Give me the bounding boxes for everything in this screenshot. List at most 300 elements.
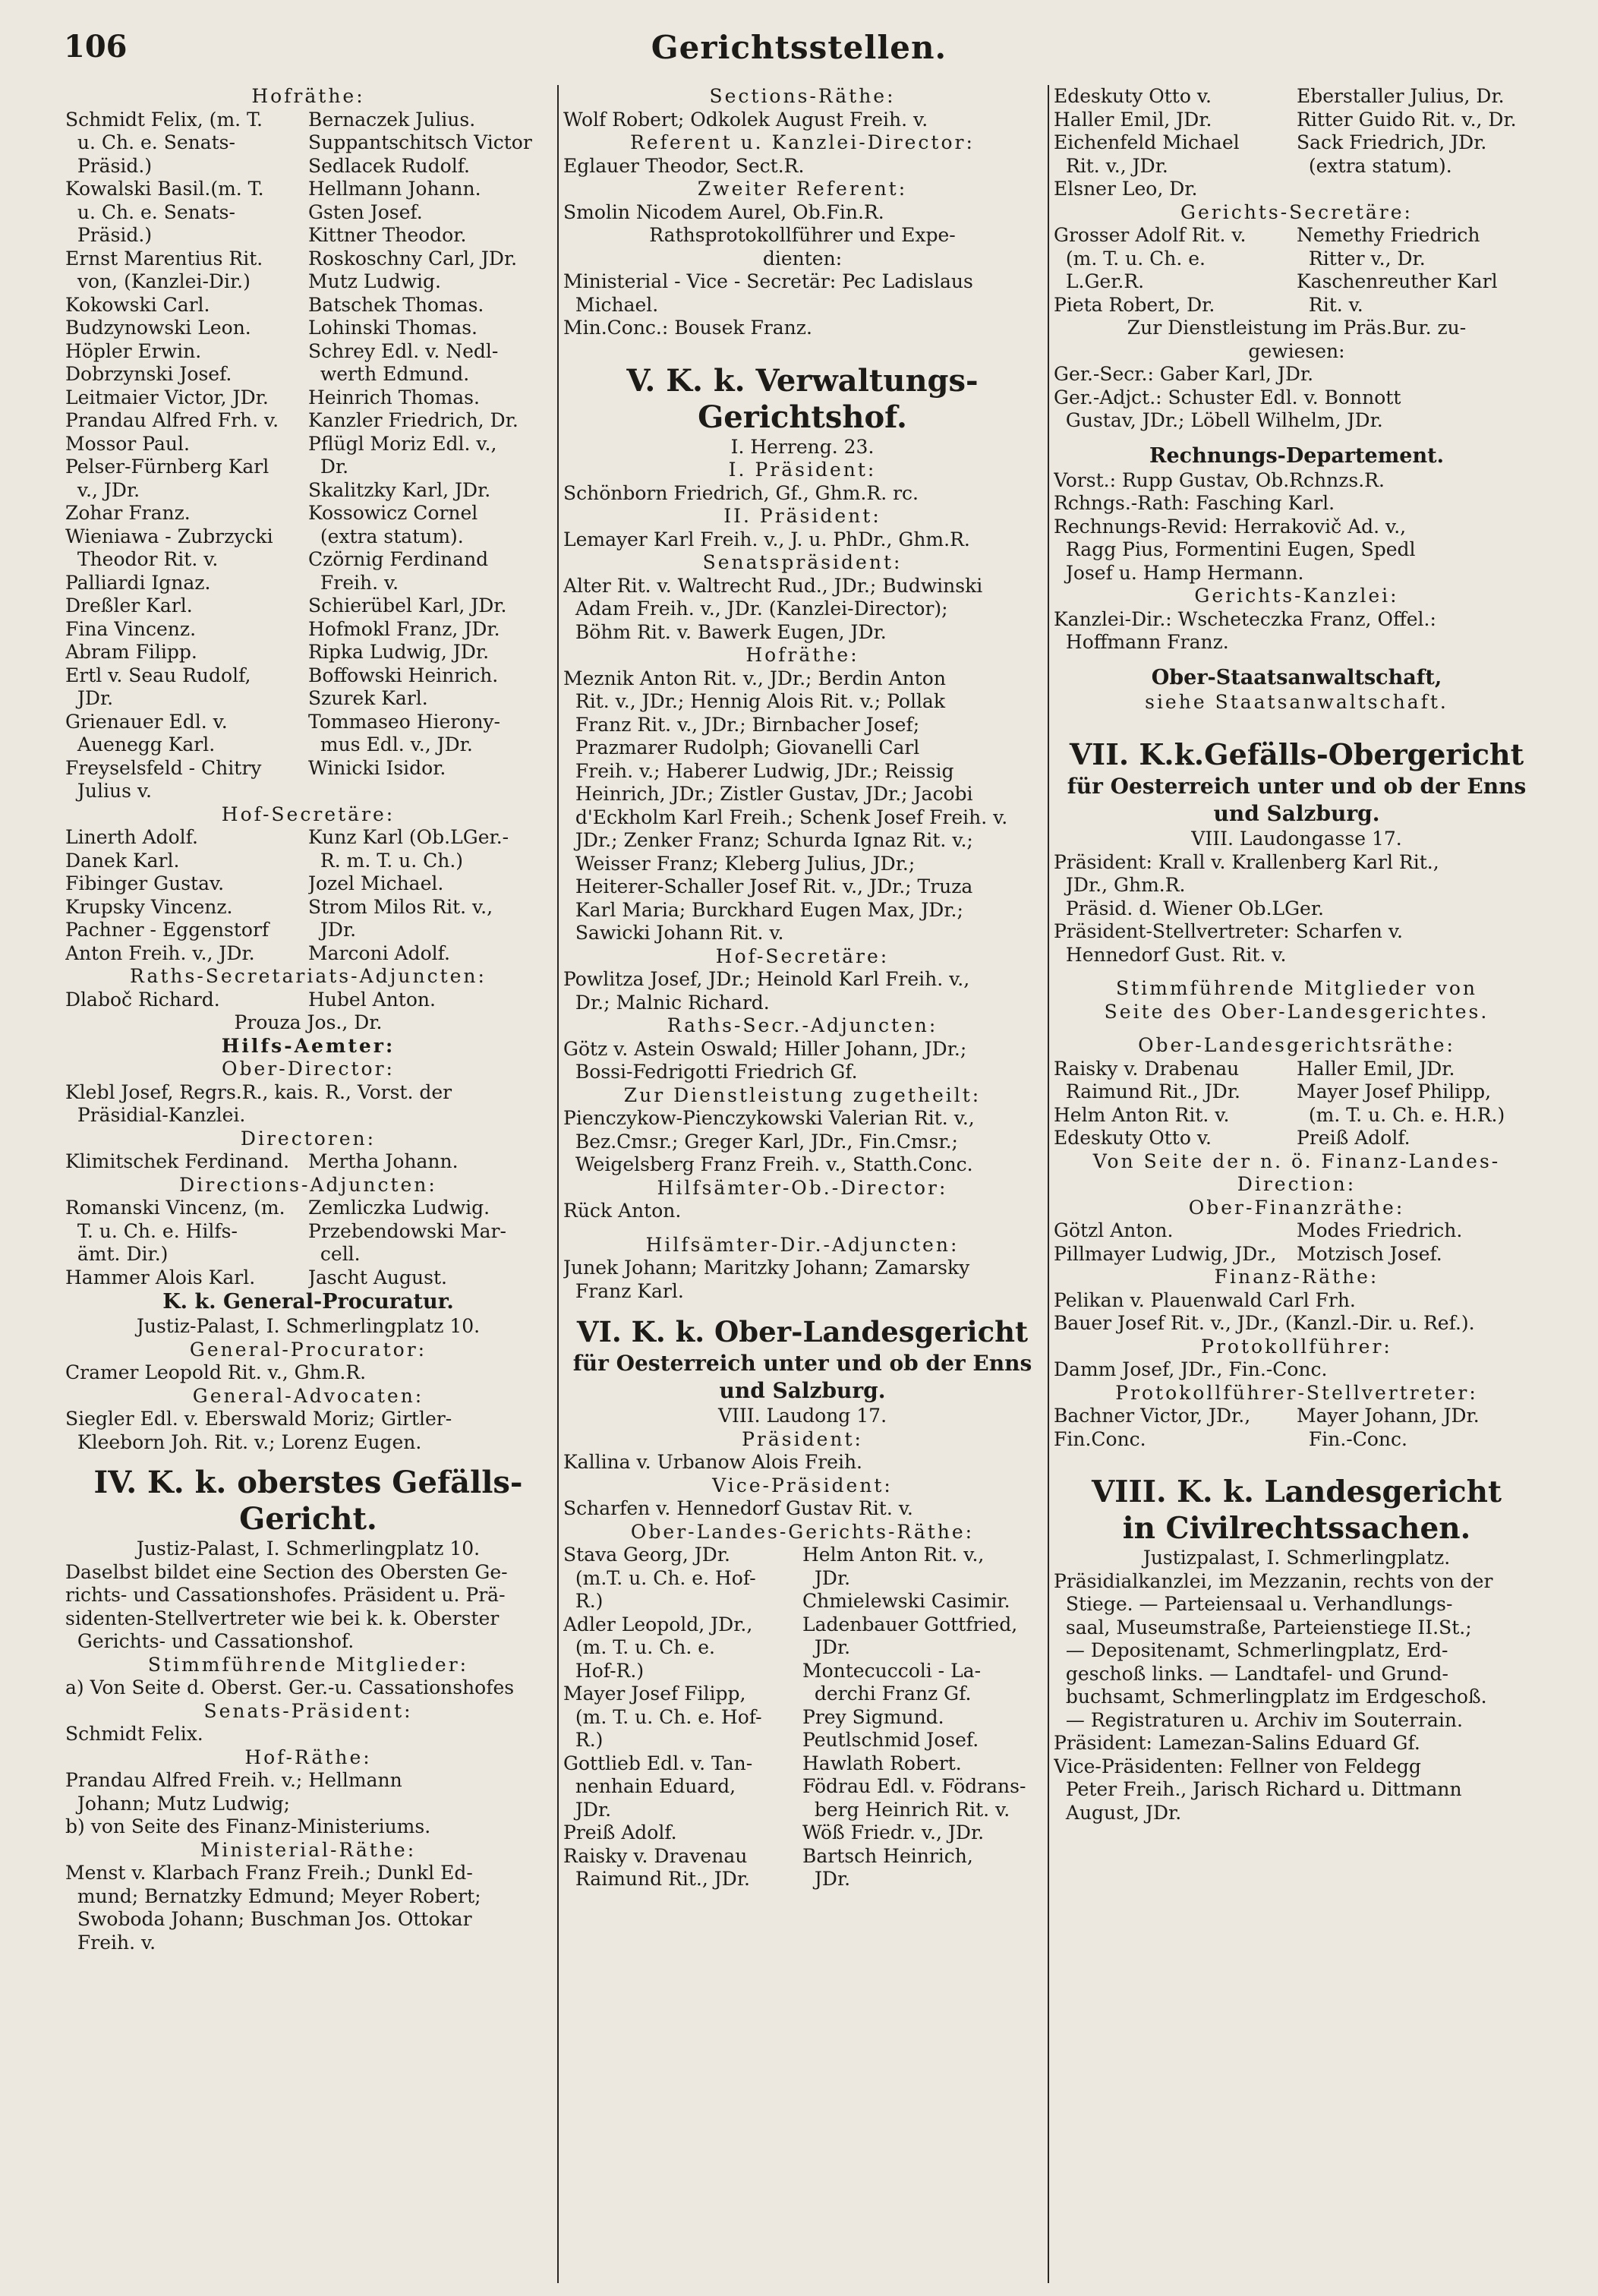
section-heading: Vice-Präsident: [712, 1474, 893, 1496]
entry-left: Linerth Adolf. [65, 826, 198, 848]
text-line: Präsident: Lamezan-Salins Eduard Gf. [1054, 1732, 1420, 1754]
entry-left: Höpler Erwin. [65, 339, 202, 362]
entry-right: Gsten Josef. [308, 200, 423, 223]
chapter-subtitle: und Salzburg. [1213, 801, 1380, 826]
text-line: Bauer Josef Rit. v., JDr., (Kanzl.-Dir. u. Ref.). [1054, 1312, 1475, 1334]
name-list [563, 1544, 1042, 1891]
entry-right: Preiß Adolf. [1297, 1127, 1410, 1149]
entry-left: Dlaboč Richard. [65, 988, 220, 1011]
entry-left: Gottlieb Edl. v. Tan- [563, 1752, 753, 1774]
spacer [563, 1223, 1042, 1234]
text-line: Heinrich, JDr.; Zistler Gustav, JDr.; Jacobi [563, 783, 973, 805]
entry-right: Ladenbauer Gottfried, [802, 1613, 1018, 1635]
chapter-subtitle: für Oesterreich unter und ob der Enns [1067, 774, 1527, 799]
text-line: Karl Maria; Burckhard Eugen Max, JDr.; [563, 898, 963, 921]
text-line: saal, Museumstraße, Parteienstiege II.St.; [1054, 1616, 1472, 1638]
text-line: Präsident: Krall v. Krallenberg Karl Rit., [1054, 850, 1439, 873]
entry-right: Ritter v., Dr. [1297, 247, 1426, 270]
text-line: Klebl Josef, Regrs.R., kais. R., Vorst. der [65, 1080, 452, 1103]
text-line: — Registraturen u. Archiv im Souterrain. [1054, 1708, 1463, 1731]
list-item [65, 780, 551, 803]
entry-left: Grienauer Edl. v. [65, 710, 228, 733]
entry-right: Hofmokl Franz, JDr. [308, 617, 500, 640]
section-heading: General-Procurator: [189, 1338, 427, 1361]
entry-left: v., JDr. [65, 478, 140, 501]
entry-right: Helm Anton Rit. v., [802, 1544, 985, 1566]
entry-left: JDr. [563, 1798, 612, 1821]
text-line: a) Von Seite d. Oberst. Ger.-u. Cassationshofes [65, 1676, 515, 1698]
entry-left: Raimund Rit., JDr. [563, 1868, 750, 1890]
list-item [563, 1683, 1042, 1706]
list-item [1054, 109, 1540, 132]
list-item [65, 896, 551, 919]
entry-right: Nemethy Friedrich [1297, 224, 1480, 246]
text-line: Ragg Pius, Formentini Eugen, Spedl [1054, 538, 1416, 560]
entry-left: Krupsky Vincenz. [65, 895, 233, 918]
entry-right: cell. [308, 1243, 361, 1265]
section-heading: Hof-Secretäre: [715, 945, 890, 967]
entry-right: Freih. v. [308, 571, 399, 594]
section-heading: Hofräthe: [251, 85, 365, 107]
section-heading: Ober-Finanzräthe: [1188, 1196, 1405, 1219]
entry-right: Strom Milos Rit. v., [308, 895, 493, 918]
entry-right: Rit. v. [1297, 293, 1363, 316]
list-item [1054, 1243, 1540, 1266]
text-block [1054, 1570, 1540, 1825]
address: VIII. Laudong 17. [717, 1405, 887, 1427]
entry-left: R.) [563, 1729, 604, 1751]
list-item [65, 572, 551, 595]
list-item [563, 1868, 1042, 1891]
section-heading: Seite des Ober-Landesgerichtes. [1104, 1000, 1489, 1023]
text-line: Scharfen v. Hennedorf Gustav Rit. v. [563, 1497, 913, 1519]
name-list [1054, 1219, 1540, 1266]
name-list [65, 1197, 551, 1289]
section-heading: Gerichts-Secretäre: [1180, 200, 1413, 223]
list-item [1054, 1058, 1540, 1081]
entry-left: Eichenfeld Michael [1054, 131, 1240, 153]
list-item [1054, 131, 1540, 155]
entry-right: Winicki Isidor. [308, 756, 446, 779]
text-line: August, JDr. [1054, 1801, 1182, 1824]
entry-right: Marconi Adolf. [308, 941, 450, 964]
text-line: Adam Freih. v., JDr. (Kanzlei-Director); [563, 598, 948, 620]
text-line: Prandau Alfred Freih. v.; Hellmann [65, 1769, 402, 1791]
text-block [563, 1107, 1042, 1177]
entry-left: Hammer Alois Karl. [65, 1266, 256, 1288]
list-item [65, 363, 551, 386]
list-item [65, 201, 551, 225]
section-heading: Hof-Räthe: [244, 1746, 372, 1768]
section-heading: Ministerial-Räthe: [200, 1838, 417, 1861]
list-item [65, 479, 551, 503]
section-heading: Hilfs-Aemter: [221, 1034, 396, 1057]
entry-right: JDr. [308, 919, 357, 941]
section-heading: Sections-Räthe: [709, 85, 896, 107]
spacer [563, 1303, 1042, 1314]
entry-left: Präsid.) [65, 154, 153, 177]
entry-left: Dreßler Karl. [65, 594, 193, 617]
list-item [65, 664, 551, 688]
section-title: Ober-Staatsanwaltschaft, [1151, 665, 1442, 689]
text-line: Meznik Anton Rit. v., JDr.; Berdin Anton [563, 667, 946, 689]
section-heading: Referent u. Kanzlei-Director: [630, 131, 975, 153]
entry-left: ämt. Dir.) [65, 1243, 169, 1265]
section-heading: gewiesen: [1248, 339, 1345, 362]
entry-right: Kunz Karl (Ob.LGer.- [308, 826, 509, 848]
entry-left: Raisky v. Drabenau [1054, 1057, 1240, 1080]
entry-right: JDr. [802, 1868, 851, 1890]
entry-left: Pachner - Eggenstorf [65, 919, 269, 941]
entry-right: Roskoschny Carl, JDr. [308, 247, 518, 270]
section-heading: Präsident: [742, 1427, 863, 1450]
text-line: Min.Conc.: Bousek Franz. [563, 317, 812, 339]
entry-left: Zohar Franz. [65, 502, 191, 524]
entry-right: Sack Friedrich, JDr. [1297, 131, 1487, 153]
text-line: Präsident-Stellvertreter: Scharfen v. [1054, 920, 1403, 942]
entry-left: von, (Kanzlei-Dir.) [65, 270, 251, 292]
text-block [563, 667, 1042, 945]
text-line: Damm Josef, JDr., Fin.-Conc. [1054, 1358, 1328, 1380]
list-item [65, 456, 551, 479]
entry-right: Tommaseo Hierony- [308, 710, 500, 733]
entry-right: Sedlacek Rudolf. [308, 154, 471, 177]
chapter-title: VI. K. k. Ober-Landesgericht [576, 1315, 1029, 1348]
text-block [1054, 851, 1540, 967]
list-item [65, 757, 551, 781]
text-line: Franz Rit. v., JDr.; Birnbacher Josef; [563, 713, 920, 736]
text-block [1054, 363, 1540, 433]
spacer [1054, 433, 1540, 443]
entry-right: Montecuccoli - La- [802, 1659, 982, 1682]
text-line: Heiterer-Schaller Josef Rit. v., JDr.; Truza [563, 875, 973, 897]
text-line: Josef u. Hamp Hermann. [1054, 561, 1304, 584]
text-line: Junek Johann; Maritzky Johann; Zamarsky [563, 1257, 970, 1279]
list-item [563, 1845, 1042, 1869]
text-line: Böhm Rit. v. Bawerk Eugen, JDr. [563, 620, 887, 643]
text-line: Daselbst bildet eine Section des Obersten Ge- [65, 1560, 508, 1583]
text-line: Siegler Edl. v. Eberswald Moriz; Girtler- [65, 1408, 452, 1430]
entry-left: Fibinger Gustav. [65, 872, 225, 894]
entry-left: (m.T. u. Ch. e. Hof- [563, 1566, 756, 1589]
list-item [65, 733, 551, 757]
spacer [563, 340, 1042, 363]
chapter-title: Gericht. [239, 1501, 377, 1537]
list-item [1054, 1405, 1540, 1428]
entry-right: R. m. T. u. Ch.) [308, 849, 464, 872]
entry-left: Raisky v. Dravenau [563, 1844, 748, 1867]
entry-left: Kokowski Carl. [65, 293, 210, 316]
entry-left: Anton Freih. v., JDr. [65, 941, 255, 964]
list-item [65, 386, 551, 410]
section-heading: Zur Dienstleistung im Präs.Bur. zu- [1127, 317, 1467, 339]
text-line: Franz Karl. [563, 1279, 684, 1302]
entry-left: Julius v. [65, 780, 152, 802]
entry-right: Wöß Friedr. v., JDr. [802, 1821, 985, 1843]
list-item [65, 270, 551, 294]
entry-left: Edeskuty Otto v. [1054, 85, 1212, 107]
section-heading: Ober-Director: [222, 1058, 395, 1080]
text-line: Weigelsberg Franz Freih. v., Statth.Conc. [563, 1153, 973, 1175]
entry-left: Stava Georg, JDr. [563, 1544, 730, 1566]
entry-left: Kowalski Basil.(m. T. [65, 178, 264, 200]
text-block [563, 575, 1042, 645]
list-item [1054, 85, 1540, 109]
entry-left: T. u. Ch. e. Hilfs- [65, 1219, 238, 1242]
section-heading: Raths-Secr.-Adjuncten: [667, 1014, 938, 1036]
entry-left: Rit. v., JDr. [1054, 154, 1168, 177]
entry-left: Pelser-Fürnberg Karl [65, 456, 269, 478]
section-heading: Zur Dienstleistung zugetheilt: [623, 1083, 982, 1106]
spacer [1054, 714, 1540, 736]
entry-right: Ripka Ludwig, JDr. [308, 641, 490, 663]
entry-left: nenhain Eduard, [563, 1775, 736, 1797]
entry-right: (m. T. u. Ch. e. H.R.) [1297, 1103, 1505, 1126]
section-heading: Senatspräsident: [702, 551, 903, 573]
list-item [563, 1706, 1042, 1730]
text-block [1054, 608, 1540, 654]
list-item [65, 687, 551, 711]
spacer [65, 1454, 551, 1465]
entry-right: Boffowski Heinrich. [308, 664, 499, 686]
name-list [1054, 1058, 1540, 1150]
entry-right: Prey Sigmund. [802, 1705, 944, 1728]
text-line: Hennedorf Gust. Rit. v. [1054, 943, 1287, 966]
column-rule-right [1048, 85, 1049, 2283]
section-heading: Finanz-Räthe: [1214, 1266, 1379, 1288]
section-heading: Gerichts-Kanzlei: [1194, 585, 1399, 607]
entry-right: Pflügl Moriz Edl. v., [308, 432, 497, 455]
list-item [65, 433, 551, 456]
entry-right: derchi Franz Gf. [802, 1683, 972, 1705]
section-heading: dienten: [762, 247, 843, 270]
list-item [563, 1799, 1042, 1822]
list-item [65, 711, 551, 734]
entry-left: Ertl v. Seau Rudolf, [65, 664, 251, 686]
list-item [65, 131, 551, 155]
list-item [65, 317, 551, 340]
entry-right: Mutz Ludwig. [308, 270, 441, 292]
entry-left: (m. T. u. Ch. e. [1054, 247, 1206, 270]
list-item [65, 1220, 551, 1244]
list-item [1054, 155, 1540, 178]
text-line: Stiege. — Parteiensaal u. Verhandlungs- [1054, 1593, 1453, 1615]
list-item [65, 409, 551, 433]
entry-left: Hof-R.) [563, 1659, 645, 1682]
list-item [1054, 224, 1540, 248]
list-item [1054, 1127, 1540, 1150]
list-item [563, 1590, 1042, 1613]
entry-left: Mossor Paul. [65, 432, 190, 455]
entry-right: Kanzler Friedrich, Dr. [308, 409, 518, 431]
entry-right: Schrey Edl. v. Nedl- [308, 339, 499, 362]
entry-right: Bartsch Heinrich, [802, 1844, 973, 1867]
list-item [65, 340, 551, 364]
entry-right: Peutlschmid Josef. [802, 1729, 979, 1751]
entry-right: Kittner Theodor. [308, 224, 467, 246]
text-line: Dr.; Malnic Richard. [563, 991, 770, 1014]
text-line: Swoboda Johann; Buschman Jos. Ottokar [65, 1908, 472, 1930]
entry-right: Mertha Johann. [308, 1150, 459, 1172]
text-line: Vorst.: Rupp Gustav, Ob.Rchnzs.R. [1054, 468, 1385, 491]
list-item [65, 942, 551, 966]
section-heading: General-Advocaten: [192, 1384, 424, 1407]
entry-right: Jozel Michael. [308, 872, 444, 894]
list-item [1054, 270, 1540, 294]
section-heading: Protokollführer: [1201, 1335, 1392, 1358]
entry-right: berg Heinrich Rit. v. [802, 1798, 1010, 1821]
text-line: sidenten-Stellvertreter wie bei k. k. Oberster [65, 1607, 500, 1629]
address: Justizpalast, I. Schmerlingplatz. [1143, 1547, 1451, 1569]
entry-right: Schierübel Karl, JDr. [308, 594, 507, 617]
text-line: Sawicki Johann Rit. v. [563, 922, 784, 944]
entry-right [1297, 178, 1540, 201]
entry-left: Edeskuty Otto v. [1054, 1127, 1212, 1149]
entry-right: JDr. [802, 1636, 851, 1658]
list-item [65, 1197, 551, 1220]
entry-left: Raimund Rit., JDr. [1054, 1080, 1240, 1102]
entry-left: Fina Vincenz. [65, 617, 197, 640]
list-item [1054, 1219, 1540, 1243]
list-item [1054, 1104, 1540, 1128]
text-line: — Depositenamt, Schmerlingplatz, Erd- [1054, 1639, 1448, 1661]
section-heading: Ober-Landesgerichtsräthe: [1138, 1034, 1455, 1056]
list-item [1054, 294, 1540, 317]
entry-left: Leitmaier Victor, JDr. [65, 386, 269, 408]
entry-left: Palliardi Ignaz. [65, 571, 211, 594]
entry-right: Fin.-Conc. [1297, 1427, 1407, 1450]
entry-left: Klimitschek Ferdinand. [65, 1150, 290, 1172]
list-item [65, 155, 551, 178]
column-1 [65, 85, 551, 2287]
list-item [563, 1729, 1042, 1752]
section-heading: Hofräthe: [745, 644, 859, 666]
text-line: Kleeborn Joh. Rit. v.; Lorenz Eugen. [65, 1430, 422, 1453]
column-3 [1054, 85, 1540, 2287]
text-line: Rechnungs-Revid: Herrakovič Ad. v., [1054, 515, 1407, 538]
list-item [65, 109, 551, 132]
list-item [563, 1544, 1042, 1567]
list-item [65, 502, 551, 525]
address: Justiz-Palast, I. Schmerlingplatz 10. [136, 1315, 481, 1337]
text-line: Rit. v., JDr.; Hennig Alois Rit. v.; Pollak [563, 690, 945, 712]
address: Justiz-Palast, I. Schmerlingplatz 10. [136, 1538, 481, 1560]
entry-left: Freyselsfeld - Chitry [65, 756, 262, 779]
entry-left: Schmidt Felix, (m. T. [65, 108, 263, 131]
text-line: Kanzlei-Dir.: Wscheteczka Franz, Offel.: [1054, 607, 1436, 630]
chapter-subtitle: für Oesterreich unter und ob der Enns [572, 1351, 1032, 1376]
text-line: Wolf Robert; Odkolek August Freih. v. [563, 108, 928, 131]
entry-right: Ritter Guido Rit. v., Dr. [1297, 108, 1517, 131]
entry-right: Skalitzky Karl, JDr. [308, 478, 491, 501]
entry-right: Hawlath Robert. [802, 1752, 962, 1774]
entry-left: Preiß Adolf. [563, 1821, 677, 1843]
text-line: Peter Freih., Jarisch Richard u. Dittmann [1054, 1778, 1462, 1800]
list-item: Prouza Jos., Dr. [234, 1011, 383, 1033]
section-heading: Hilfsämter-Ob.-Director: [657, 1176, 948, 1199]
text-line: Ministerial - Vice - Secretär: Pec Ladislaus [563, 270, 973, 292]
entry-right: Kaschenreuther Karl [1297, 270, 1498, 292]
entry-left: Ernst Marentius Rit. [65, 247, 263, 270]
entry-right: Suppantschitsch Victor [308, 131, 532, 153]
entry-left: Romanski Vincenz, (m. [65, 1197, 285, 1219]
entry-left: Fin.Conc. [1054, 1427, 1146, 1450]
list-item [563, 1613, 1042, 1637]
entry-right: Hellmann Johann. [308, 178, 481, 200]
entry-left: Pillmayer Ludwig, JDr., [1054, 1242, 1277, 1265]
entry-left: u. Ch. e. Senats- [65, 200, 235, 223]
entry-left: (m. T. u. Ch. e. [563, 1636, 715, 1658]
list-item [65, 248, 551, 271]
chapter-title: in Civilrechtssachen. [1122, 1511, 1471, 1546]
entry-left: Prandau Alfred Frh. v. [65, 409, 279, 431]
entry-right: Szurek Karl. [308, 687, 428, 709]
text-line: mund; Bernatzky Edmund; Meyer Robert; [65, 1884, 481, 1907]
entry-left: Theodor Rit. v. [65, 548, 219, 570]
text-line: Menst v. Klarbach Franz Freih.; Dunkl Ed- [65, 1862, 473, 1884]
text-line: Pelikan v. Plauenwald Carl Frh. [1054, 1288, 1356, 1311]
list-item [65, 641, 551, 664]
entry-left: (m. T. u. Ch. e. Hof- [563, 1705, 762, 1728]
section-heading: Directions-Adjuncten: [179, 1173, 437, 1196]
entry-right: Lohinski Thomas. [308, 317, 478, 339]
text-line: JDr.; Zenker Franz; Schurda Ignaz Rit. v.; [563, 829, 973, 851]
text-line: Eglauer Theodor, Sect.R. [563, 154, 805, 177]
entry-right: Födrau Edl. v. Födrans- [802, 1775, 1026, 1797]
list-item [65, 525, 551, 549]
list-item [563, 1567, 1042, 1591]
chapter-title: V. K. k. Verwaltungs- [626, 362, 979, 399]
entry-left: Pieta Robert, Dr. [1054, 293, 1215, 316]
entry-left: R.) [563, 1590, 604, 1612]
column-2 [563, 85, 1042, 2287]
text-line: Freih. v. [65, 1931, 156, 1954]
entry-right: Motzisch Josef. [1297, 1242, 1442, 1265]
chapter-title: IV. K. k. oberstes Gefälls- [93, 1465, 523, 1500]
text-line: Johann; Mutz Ludwig; [65, 1792, 290, 1815]
entry-right: Chmielewski Casimir. [802, 1590, 1010, 1612]
list-item [65, 178, 551, 201]
text-line: siehe Staatsanwaltschaft. [1145, 690, 1448, 713]
entry-right: Jascht August. [308, 1266, 447, 1288]
list-item [65, 618, 551, 642]
address: VIII. Laudongasse 17. [1191, 828, 1402, 850]
list-item [563, 1775, 1042, 1799]
section-title: K. k. General-Procuratur. [162, 1290, 454, 1314]
section-heading: Stimmführende Mitglieder: [147, 1653, 469, 1676]
text-line: Ger.-Secr.: Gaber Karl, JDr. [1054, 363, 1314, 385]
entry-left: Mayer Josef Filipp, [563, 1683, 746, 1705]
section-heading: Hilfsämter-Dir.-Adjuncten: [645, 1233, 960, 1256]
text-line: Smolin Nicodem Aurel, Ob.Fin.R. [563, 200, 884, 223]
entry-left: Abram Filipp. [65, 641, 197, 663]
text-line: Powlitza Josef, JDr.; Heinold Karl Freih. v., [563, 968, 970, 990]
text-line: JDr., Ghm.R. [1054, 874, 1186, 896]
chapter-title: Gerichtshof. [698, 399, 907, 435]
text-line: Rchngs.-Rath: Fasching Karl. [1054, 492, 1335, 514]
text-line: Cramer Leopold Rit. v., Ghm.R. [65, 1361, 367, 1383]
entry-left: Adler Leopold, JDr., [563, 1613, 753, 1635]
chapter-title: VIII. K. k. Landesgericht [1091, 1474, 1502, 1509]
text-line: Schmidt Felix. [65, 1723, 203, 1745]
text-block [563, 1257, 1042, 1303]
section-heading: I. Präsident: [728, 459, 877, 481]
list-item [65, 919, 551, 942]
section-heading: Direction: [1237, 1173, 1357, 1195]
text-block [1054, 1289, 1540, 1336]
section-heading: Raths-Secretariats-Adjuncten: [130, 965, 487, 987]
spacer [1054, 1451, 1540, 1474]
